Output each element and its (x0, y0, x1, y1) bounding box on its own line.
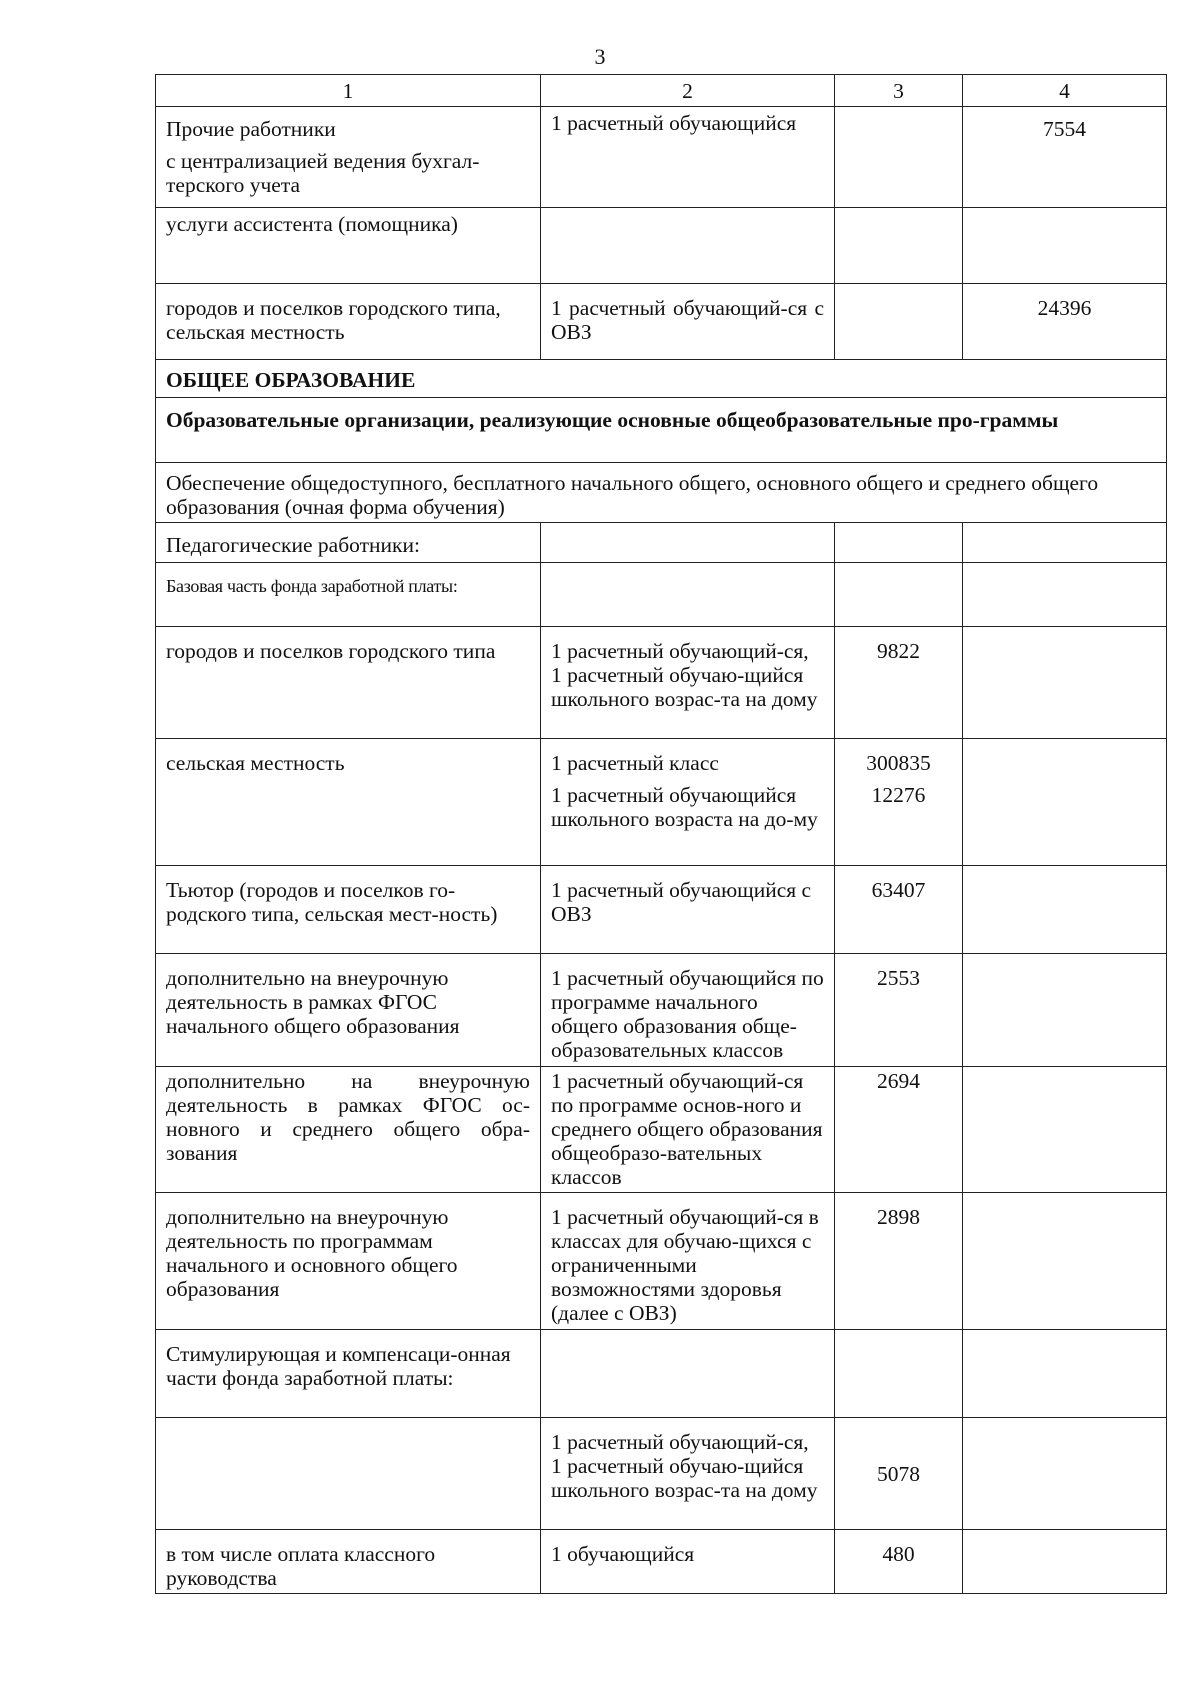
value-cell-3 (835, 208, 963, 284)
unit-cell: 1 расчетный обучающийся по программе начального общего образования обще-образовательных классов (541, 954, 835, 1067)
table-row (156, 284, 1167, 360)
unit-cell: 1 расчетный обучающий-ся с ОВЗ (541, 284, 835, 360)
table-row (156, 563, 1167, 627)
section-title: ОБЩЕЕ ОБРАЗОВАНИЕ (156, 360, 1167, 398)
table-row (156, 463, 1167, 523)
unit-cell: 1 расчетный обучающий-ся, 1 расчетный обучаю-щийся школьного возрас-та на дому (541, 627, 835, 739)
unit-cell: 1 расчетный обучающийся с ОВЗ (541, 866, 835, 954)
category-cell: городов и поселков городского типа (156, 627, 541, 739)
value-cell-3: 2694 (835, 1067, 963, 1193)
span-text-cell: Обеспечение общедоступного, бесплатного начального общего, основного общего и среднего общего образования (очная форма обучения) (156, 463, 1167, 523)
header-cell-2: 2 (541, 75, 835, 107)
table-row (156, 1193, 1167, 1330)
table-row (156, 739, 1167, 866)
category-cell: дополнительно на внеурочную деятельность в рамках ФГОС ос-новного и среднего общего обра-зования (156, 1067, 541, 1193)
table-row (156, 1330, 1167, 1418)
category-cell: дополнительно на внеурочную деятельность по программам начального и основного общего образования (156, 1193, 541, 1330)
section-subtitle: Образовательные организации, реализующие основные общеобразовательные про-граммы (156, 398, 1167, 463)
value-cell-3 (835, 739, 963, 866)
category-subtext: с централизацией ведения бухгал-терского учета (166, 149, 480, 197)
value-cell-3: 5078 (835, 1418, 963, 1530)
table-row (156, 1418, 1167, 1530)
value-cell-4 (963, 1530, 1167, 1594)
unit-cell (541, 208, 835, 284)
category-cell (156, 1418, 541, 1530)
unit-cell (541, 1330, 835, 1418)
value-cell-4 (963, 866, 1167, 954)
header-cell-4: 4 (963, 75, 1167, 107)
value-cell-3: 63407 (835, 866, 963, 954)
value-cell-3 (835, 284, 963, 360)
value-cell-3: 2553 (835, 954, 963, 1067)
value-cell-3 (835, 563, 963, 627)
value-cell-4 (963, 208, 1167, 284)
value-cell-4 (963, 1067, 1167, 1193)
value-cell-3 (835, 523, 963, 563)
table-row (156, 954, 1167, 1067)
value-cell-4 (963, 739, 1167, 866)
unit-item: 1 расчетный класс (551, 751, 719, 775)
table-row (156, 523, 1167, 563)
category-cell: дополнительно на внеурочную деятельность в рамках ФГОС начального общего образования (156, 954, 541, 1067)
unit-cell (541, 563, 835, 627)
table-row (156, 208, 1167, 284)
value-cell-4 (963, 954, 1167, 1067)
category-cell: сельская местность (156, 739, 541, 866)
value-cell-4: 24396 (963, 284, 1167, 360)
value-cell-3 (835, 107, 963, 208)
section-row (156, 398, 1167, 463)
category-cell: Базовая часть фонда заработной платы: (156, 563, 541, 627)
value-cell-3: 9822 (835, 627, 963, 739)
norms-table (155, 74, 1167, 1594)
category-cell: услуги ассистента (помощника) (156, 208, 541, 284)
value-cell-3: 480 (835, 1530, 963, 1594)
category-cell (156, 107, 541, 208)
section-row (156, 360, 1167, 398)
unit-cell: 1 расчетный обучающий-ся по программе основ-ного и среднего общего образования общеобразо-вательных классов (541, 1067, 835, 1193)
value-cell-4 (963, 1330, 1167, 1418)
unit-cell (541, 739, 835, 866)
header-cell-1: 1 (156, 75, 541, 107)
value-cell-4 (963, 523, 1167, 563)
header-cell-3: 3 (835, 75, 963, 107)
unit-cell: 1 обучающийся (541, 1530, 835, 1594)
value-item: 300835 (866, 751, 931, 775)
value-cell-3: 2898 (835, 1193, 963, 1330)
unit-item: 1 расчетный обучающийся школьного возраста на до-му (551, 783, 818, 831)
value-item: 12276 (871, 783, 926, 807)
category-cell: в том числе оплата классного руководства (156, 1530, 541, 1594)
unit-cell: 1 расчетный обучающий-ся, 1 расчетный обучаю-щийся школьного возрас-та на дому (541, 1418, 835, 1530)
table-row (156, 107, 1167, 208)
category-cell: городов и поселков городского типа, сельская местность (156, 284, 541, 360)
category-text: Прочие работники (166, 117, 336, 141)
table-row (156, 1067, 1167, 1193)
value-cell-4 (963, 627, 1167, 739)
unit-cell: 1 расчетный обучающийся (541, 107, 835, 208)
value-cell-4 (963, 1418, 1167, 1530)
unit-cell: 1 расчетный обучающий-ся в классах для обучаю-щихся с ограниченными возможностями здоровья (далее с ОВЗ) (541, 1193, 835, 1330)
table-row (156, 1530, 1167, 1594)
category-cell: Тьютор (городов и поселков го-родского типа, сельская мест-ность) (156, 866, 541, 954)
value-cell-3 (835, 1330, 963, 1418)
table-row (156, 866, 1167, 954)
category-cell: Стимулирующая и компенсаци-онная части фонда заработной платы: (156, 1330, 541, 1418)
value-cell-4: 7554 (963, 107, 1167, 208)
category-cell: Педагогические работники: (156, 523, 541, 563)
unit-cell (541, 523, 835, 563)
value-cell-4 (963, 563, 1167, 627)
table-header-row (156, 75, 1167, 107)
page-number: 3 (594, 44, 606, 69)
table-row (156, 627, 1167, 739)
value-cell-4 (963, 1193, 1167, 1330)
